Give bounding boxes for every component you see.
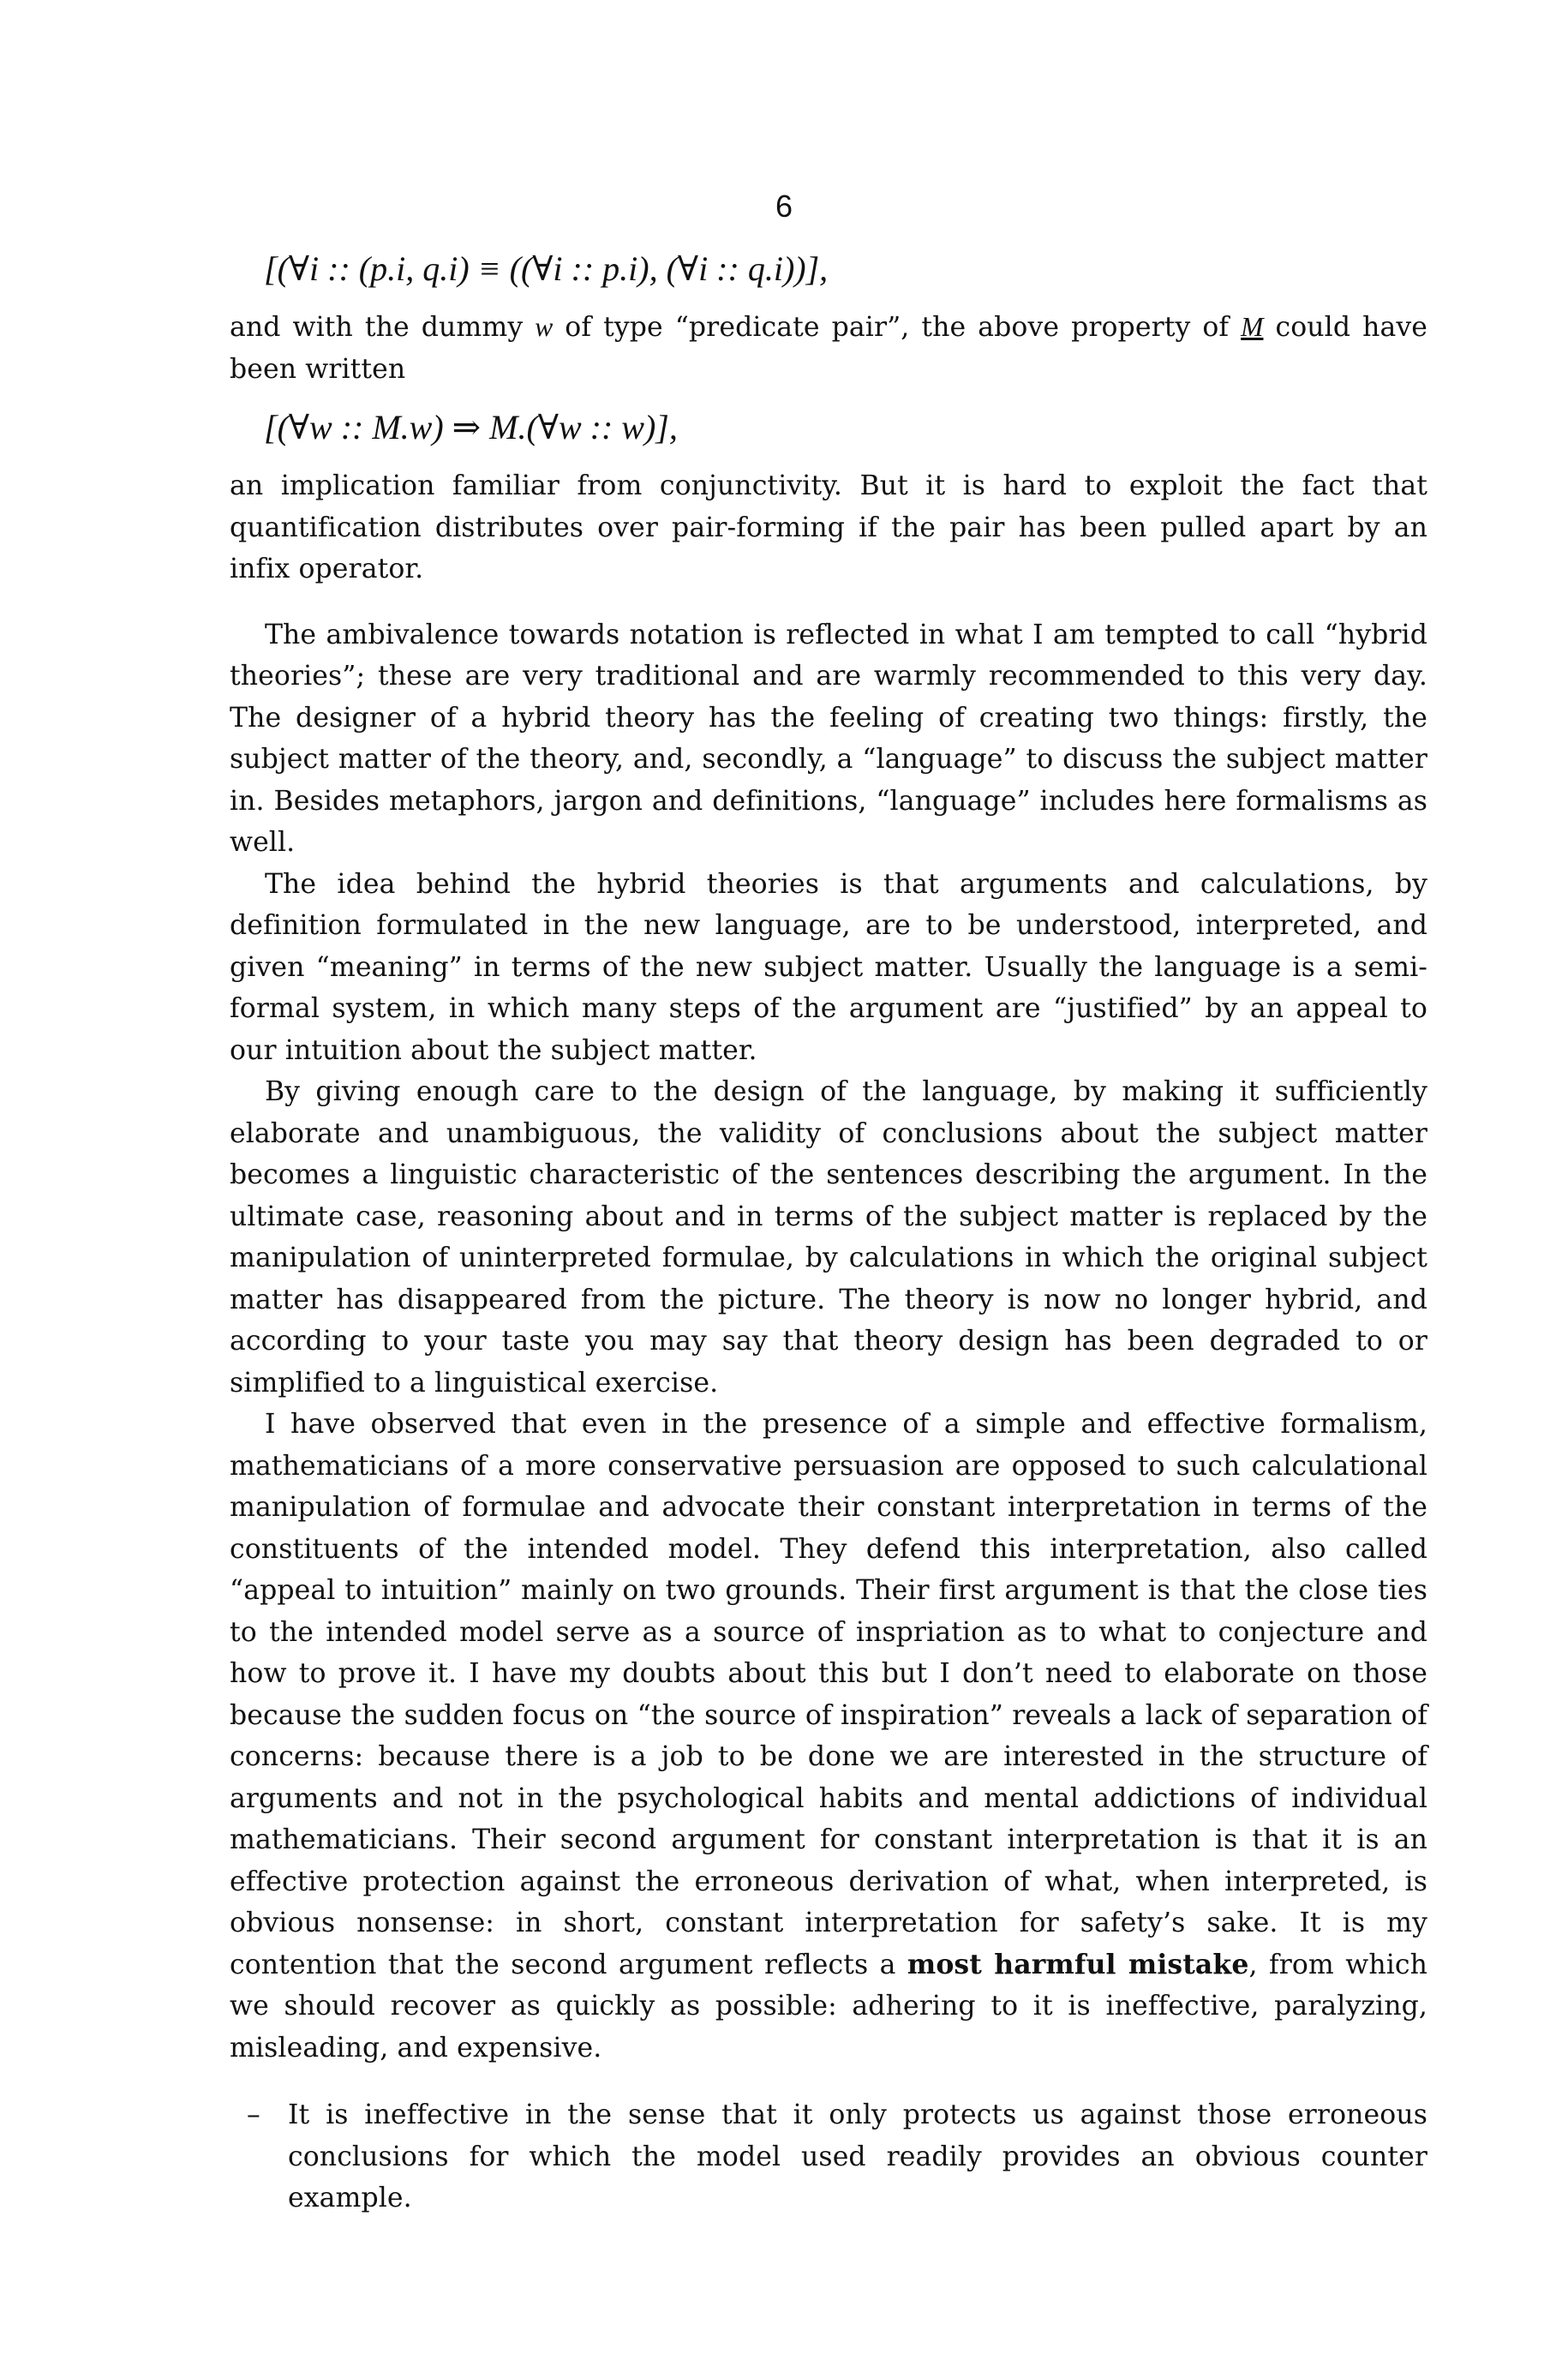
text-segment: could have been written	[230, 312, 1427, 385]
bullet-dash: –	[247, 2099, 260, 2130]
text-column	[230, 249, 1427, 2219]
text-segment: of type “predicate pair”, the above property of	[553, 312, 1242, 343]
paragraph-idea-behind: The idea behind the hybrid theories is that arguments and calculations, by definition formulated in the new language, are to be understood, interpreted, and given “meaning” in terms of the new subject matter. Usually the language is a semi-formal system, in which many steps of the argument are “justified” by an appeal to our intuition about the subject matter.	[230, 868, 1427, 1066]
page-number: 6	[775, 189, 793, 224]
symbol-m: M	[1241, 312, 1264, 342]
text-segment: and with the dummy	[230, 312, 536, 343]
paragraph-language-design: By giving enough care to the design of the language, by making it sufficiently elaborate and unambiguous, the validity of conclusions about the subject matter becomes a linguistic characteristic of the sentences describing the argument. In the ultimate case, reasoning about and in terms of the subject matter is replaced by the manipulation of uninterpreted formulae, by calculations in which the original subject matter has disappeared from the picture. The theory is now no longer hybrid, and according to your taste you may say that theory design has been degraded to or simplified to a linguistical exercise.	[230, 1076, 1427, 1399]
paragraph-conservative-mathematicians	[230, 1404, 1427, 2069]
list-item	[230, 2094, 1427, 2219]
dummy-variable: w	[535, 312, 554, 342]
paragraph-dummy-predicate-pair	[230, 307, 1427, 390]
text-segment: , from which we should recover as quickly as possible: adhering to it is ineffective, paralyzing, misleading, and expensive.	[230, 1949, 1428, 2064]
bullet-text: It is ineffective in the sense that it only protects us against those erroneous conclusions for which the model used readily provides an obvious counter example.	[288, 2099, 1427, 2213]
formula-quantification-distribution: [(∀i :: (p.i, q.i) ≡ ((∀i :: p.i), (∀i :: q.i))],	[264, 249, 829, 288]
text-segment: I have observed that even in the presence of a simple and effective formalism, mathematicians of a more conservative persuasion are opposed to such calculational manipulation of formulae and advocate their constant interpretation in terms of the constituents of the intended model. They defend this interpretation, also called “appeal to intuition” mainly on two grounds. Their first argument is that the close ties to the intended model serve as a source of inspriation as to what to conjecture and how to prove it. I have my doubts about this but I don’t need to elaborate on those because the sudden focus on “the source of inspiration” reveals a lack of separation of concerns: because there is a job to be done we are interested in the structure of arguments and not in the psychological habits and mental addictions of individual mathematicians. Their second argument for constant interpretation is that it is an effective protection against the erroneous derivation of what, when interpreted, is obvious nonsense: in short, constant interpretation for safety’s sake. It is my contention that the second argument reflects a	[230, 1409, 1427, 1980]
paragraph-implication: an implication familiar from conjunctivity. But it is hard to exploit the fact that quantification distributes over pair-forming if the pair has been pulled apart by an infix operator.	[230, 470, 1427, 584]
paragraph-hybrid-theories: The ambivalence towards notation is reflected in what I am tempted to call “hybrid theories”; these are very traditional and are warmly recommended to this very day. The designer of a hybrid theory has the feeling of creating two things: firstly, the subject matter of the theory, and, secondly, a “language” to discuss the subject matter in. Besides metaphors, jargon and definitions, “language” includes here formalisms as well.	[230, 619, 1427, 858]
formula-conjunctivity: [(∀w :: M.w) ⇒ M.(∀w :: w)],	[264, 408, 678, 446]
emphasis-harmful-mistake: most harmful mistake	[907, 1948, 1249, 1980]
